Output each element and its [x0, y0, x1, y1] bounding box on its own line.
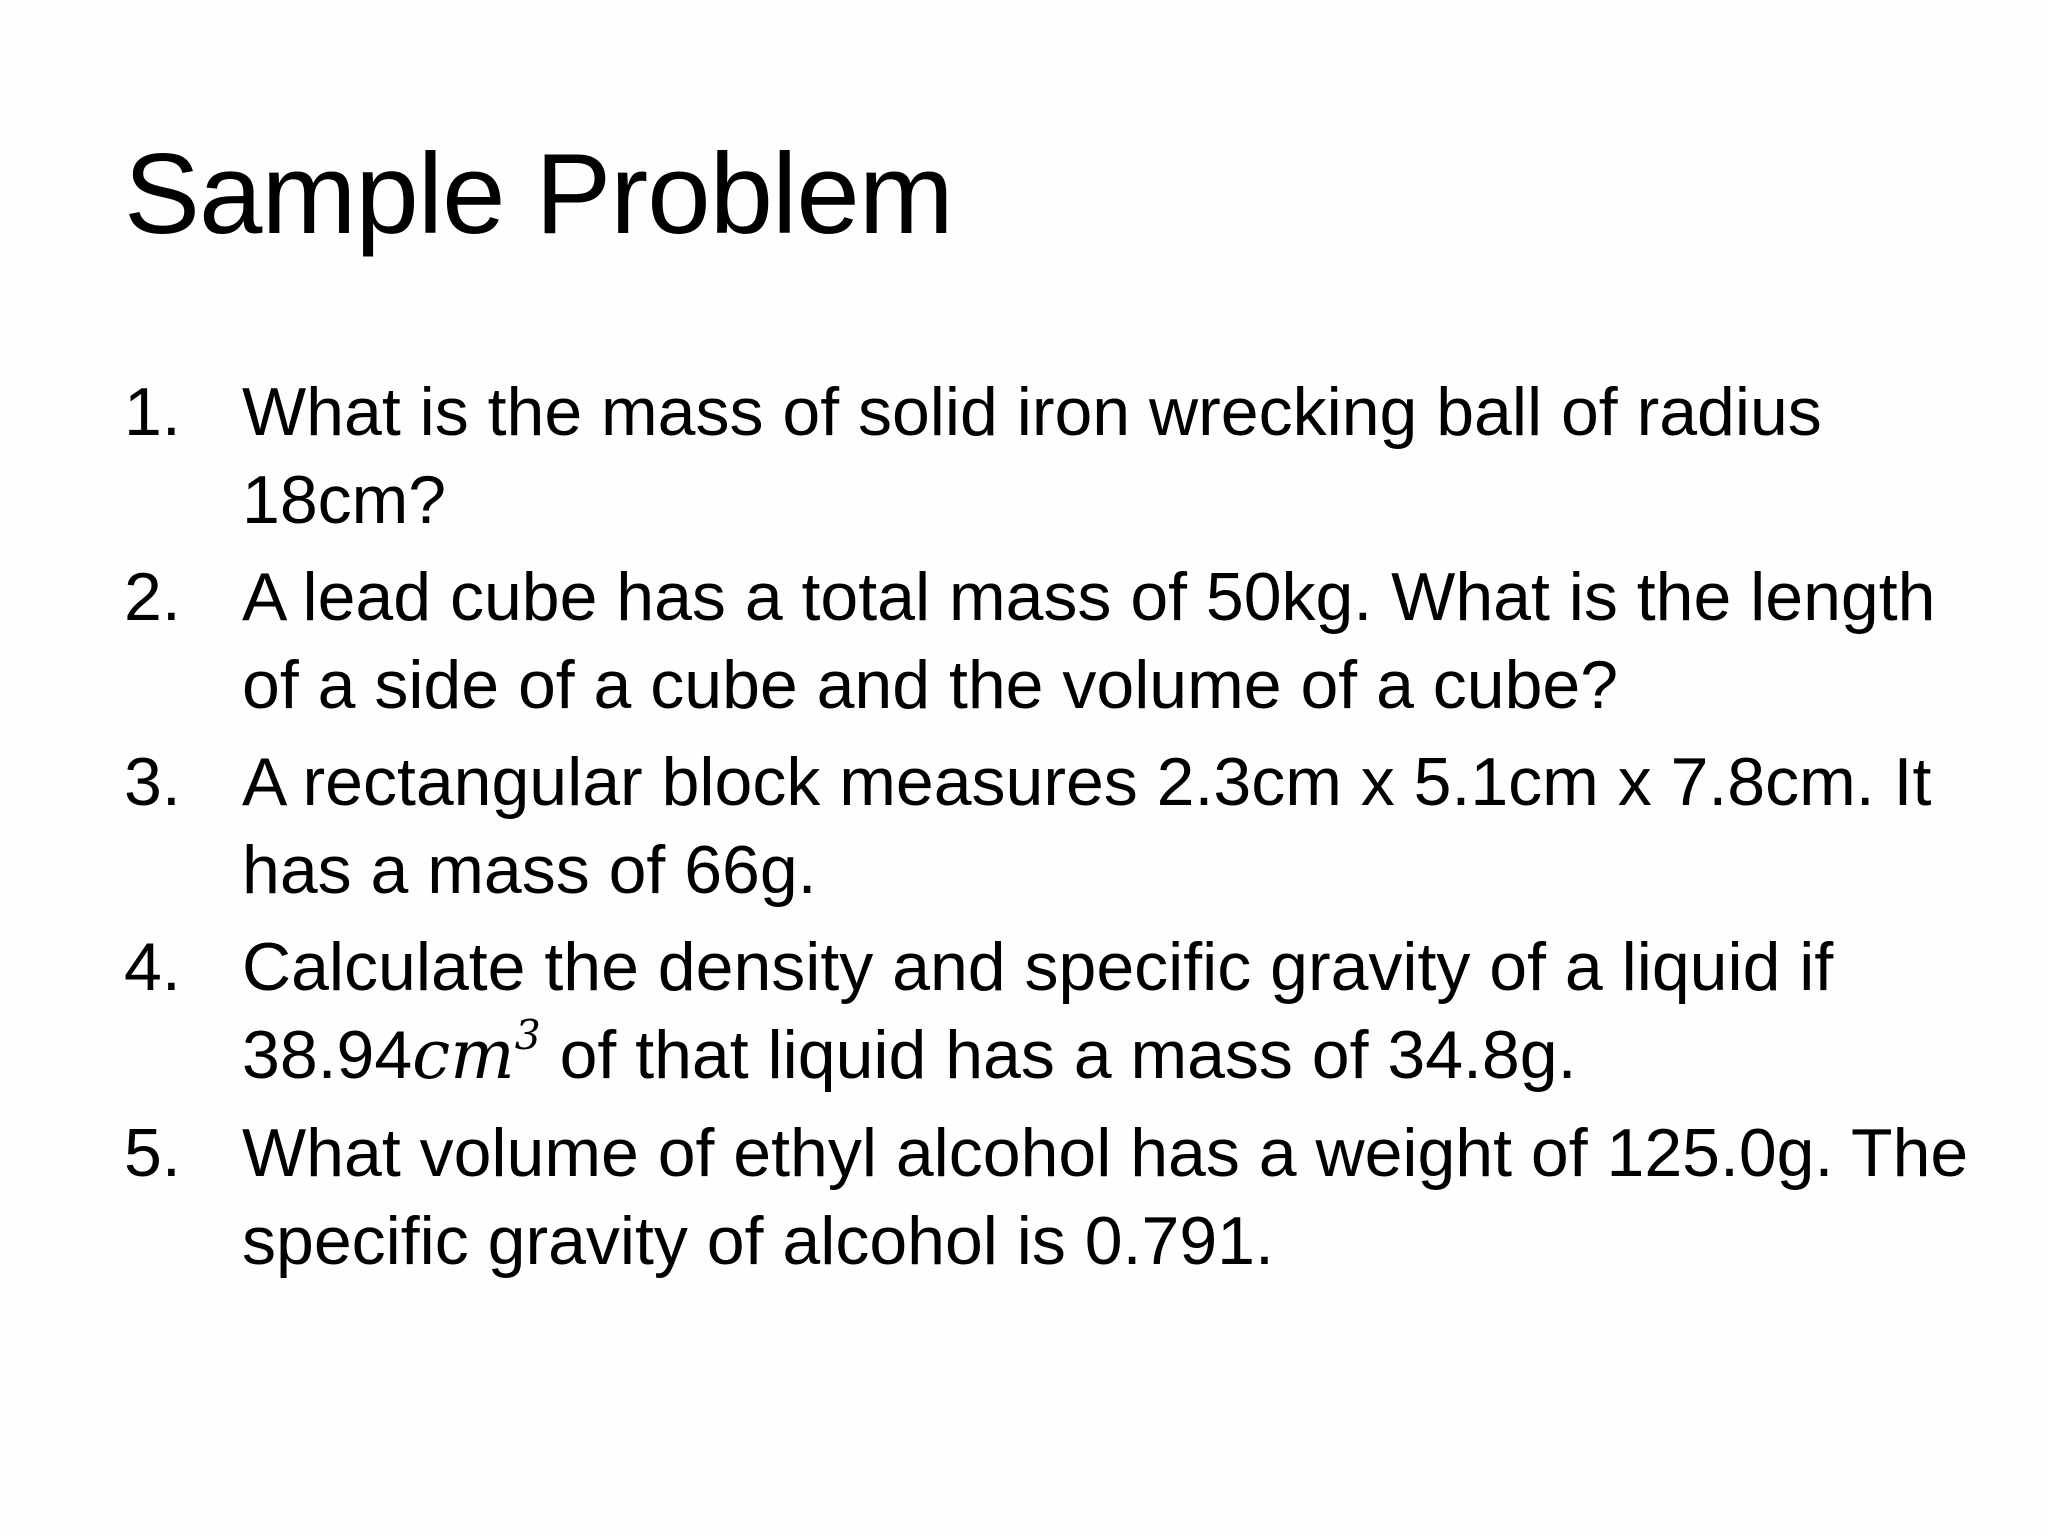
problem-number: 5.	[124, 1115, 181, 1191]
math-unit: cm	[412, 1016, 515, 1095]
problem-text-before-math: Calculate the density and specific gravity of a liquid if 38.94	[242, 929, 1834, 1093]
problem-number: 4.	[124, 929, 181, 1005]
problem-item-2	[124, 553, 1984, 729]
problem-item-4	[124, 923, 1984, 1100]
slide-title: Sample Problem	[124, 131, 953, 258]
problem-text: What volume of ethyl alcohol has a weight of 125.0g. The specific gravity of alcohol is 0.791.	[242, 1115, 1969, 1279]
problem-item-3	[124, 738, 1984, 914]
problem-item-1	[124, 368, 1984, 544]
problem-text	[242, 923, 1984, 1100]
volume-unit-math	[412, 1011, 541, 1095]
problem-list	[124, 368, 1984, 1294]
problem-number: 2.	[124, 559, 181, 635]
problem-number: 1.	[124, 374, 181, 450]
math-exponent: 3	[514, 1011, 541, 1060]
problem-item-5	[124, 1109, 1984, 1285]
problem-number: 3.	[124, 744, 181, 820]
problem-text: A rectangular block measures 2.3cm x 5.1cm x 7.8cm. It has a mass of 66g.	[242, 744, 1932, 908]
problem-text: What is the mass of solid iron wrecking ball of radius 18cm?	[242, 374, 1822, 538]
problem-text: A lead cube has a total mass of 50kg. What is the length of a side of a cube and the volume of a cube?	[242, 559, 1936, 723]
problem-text-after-math: of that liquid has a mass of 34.8g.	[540, 1017, 1577, 1093]
